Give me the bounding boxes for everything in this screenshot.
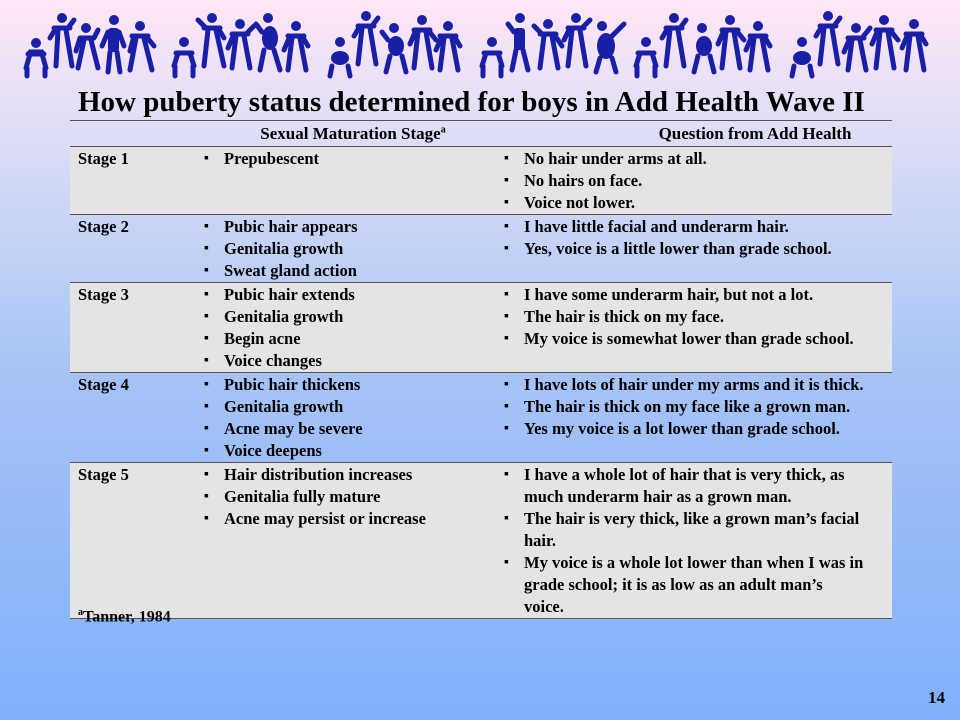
- figure-icon: [102, 15, 124, 72]
- question-cell: [500, 215, 892, 283]
- question-item: ▪ I have some underarm hair, but not a lot.: [500, 284, 892, 306]
- question-item: ▪ My voice is somewhat lower than grade school.: [500, 328, 892, 350]
- figure-icon: [564, 13, 590, 66]
- question-item: [500, 552, 892, 618]
- figure-icon: [792, 37, 812, 76]
- figure-icon: [174, 37, 194, 76]
- header-footnote-mark: a: [440, 124, 446, 136]
- table-header-row: [70, 122, 892, 147]
- maturation-item: ▪ Voice deepens: [206, 440, 500, 462]
- figure-icon: [256, 13, 280, 70]
- figure-icon: [872, 15, 898, 68]
- puberty-table-container: [70, 122, 892, 619]
- maturation-item: ▪ Genitalia growth: [206, 396, 500, 418]
- question-line: grade school; it is as low as an adult man’s: [524, 575, 823, 594]
- figure-icon: [816, 11, 840, 64]
- figure-icon: [436, 21, 460, 70]
- table-row: [70, 283, 892, 373]
- question-line: ▪ My voice is a whole lot lower than when I was in: [524, 553, 864, 572]
- question-item: ▪ Yes, voice is a little lower than grade school.: [500, 238, 892, 260]
- figure-icon: [902, 19, 926, 70]
- question-item: ▪ I have lots of hair under my arms and it is thick.: [500, 374, 892, 396]
- header-question: Question from Add Health: [500, 122, 892, 147]
- stage-label: Stage 4: [70, 373, 206, 463]
- question-item: [500, 508, 892, 552]
- page-title: How puberty status determined for boys in Add Health Wave II: [78, 86, 865, 118]
- figure-icon: [76, 23, 98, 68]
- stage-label: Stage 2: [70, 215, 206, 283]
- question-line: hair.: [524, 531, 556, 550]
- maturation-item: ▪ Genitalia growth: [206, 238, 500, 260]
- maturation-item: ▪ Genitalia fully mature: [206, 486, 500, 508]
- figure-icon: [354, 11, 378, 64]
- maturation-cell: [206, 147, 500, 215]
- question-item: ▪ Yes my voice is a lot lower than grade school.: [500, 418, 892, 440]
- figure-icon: [746, 21, 770, 70]
- maturation-cell: [206, 373, 500, 463]
- figure-icon: [694, 23, 714, 72]
- stage-label: Stage 3: [70, 283, 206, 373]
- question-item: ▪ The hair is thick on my face.: [500, 306, 892, 328]
- maturation-cell: [206, 215, 500, 283]
- question-cell: [500, 147, 892, 215]
- figure-icon: [844, 23, 870, 70]
- maturation-item: ▪ Voice changes: [206, 350, 500, 372]
- figure-icon: [228, 19, 254, 68]
- figure-icon: [508, 13, 528, 70]
- question-line: ▪ The hair is very thick, like a grown man’s facial: [524, 509, 860, 528]
- figure-icon: [718, 15, 744, 68]
- figure-icon: [50, 13, 74, 66]
- maturation-cell: [206, 283, 500, 373]
- maturation-item: ▪ Begin acne: [206, 328, 500, 350]
- question-item: ▪ No hairs on face.: [500, 170, 892, 192]
- footnote: [78, 607, 171, 626]
- maturation-item: ▪ Pubic hair appears: [206, 216, 500, 238]
- maturation-item: ▪ Hair distribution increases: [206, 464, 500, 486]
- figure-icon: [534, 19, 562, 68]
- table-top-rule: [70, 120, 892, 121]
- question-item: ▪ Voice not lower.: [500, 192, 892, 214]
- maturation-item: ▪ Genitalia growth: [206, 306, 500, 328]
- footnote-text: Tanner, 1984: [83, 608, 171, 626]
- question-item: [500, 464, 892, 508]
- figure-icon: [636, 37, 656, 76]
- maturation-item: ▪ Acne may persist or increase: [206, 508, 500, 530]
- stage-label: Stage 5: [70, 463, 206, 619]
- page-number: 14: [928, 688, 945, 707]
- maturation-item: ▪ Pubic hair extends: [206, 284, 500, 306]
- maturation-item: ▪ Acne may be severe: [206, 418, 500, 440]
- figure-icon: [662, 13, 686, 66]
- header-stage: [70, 122, 206, 147]
- table-row: [70, 215, 892, 283]
- table-row: [70, 463, 892, 619]
- figure-icon: [482, 37, 502, 76]
- footnote-mark: a: [78, 607, 83, 618]
- figure-icon: [330, 37, 350, 76]
- header-maturation: Sexual Maturation Stage$^a$: [206, 122, 500, 147]
- figure-icon: [26, 38, 46, 76]
- figure-icon: [410, 15, 436, 68]
- maturation-item: ▪ Sweat gland action: [206, 260, 500, 282]
- figure-icon: [596, 21, 624, 72]
- question-cell: [500, 373, 892, 463]
- maturation-item: ▪ Pubic hair thickens: [206, 374, 500, 396]
- table-body: [70, 147, 892, 619]
- maturation-cell: [206, 463, 500, 619]
- question-item: ▪ I have little facial and underarm hair.: [500, 216, 892, 238]
- dancing-figures-banner: [14, 6, 944, 88]
- figure-icon: [382, 23, 406, 72]
- table-row: [70, 147, 892, 215]
- maturation-item: ▪ Prepubescent: [206, 148, 500, 170]
- figure-icon: [198, 13, 224, 66]
- figure-icon: [130, 21, 154, 70]
- puberty-stage-table: [70, 122, 892, 619]
- table-row: [70, 373, 892, 463]
- question-cell: [500, 463, 892, 619]
- question-line: much underarm hair as a grown man.: [524, 487, 792, 506]
- figure-icon: [284, 21, 308, 70]
- question-line: ▪ I have a whole lot of hair that is very thick, as: [524, 465, 845, 484]
- question-item: ▪ The hair is thick on my face like a grown man.: [500, 396, 892, 418]
- stage-label: Stage 1: [70, 147, 206, 215]
- question-line: voice.: [524, 597, 564, 616]
- question-cell: [500, 283, 892, 373]
- question-item: ▪ No hair under arms at all.: [500, 148, 892, 170]
